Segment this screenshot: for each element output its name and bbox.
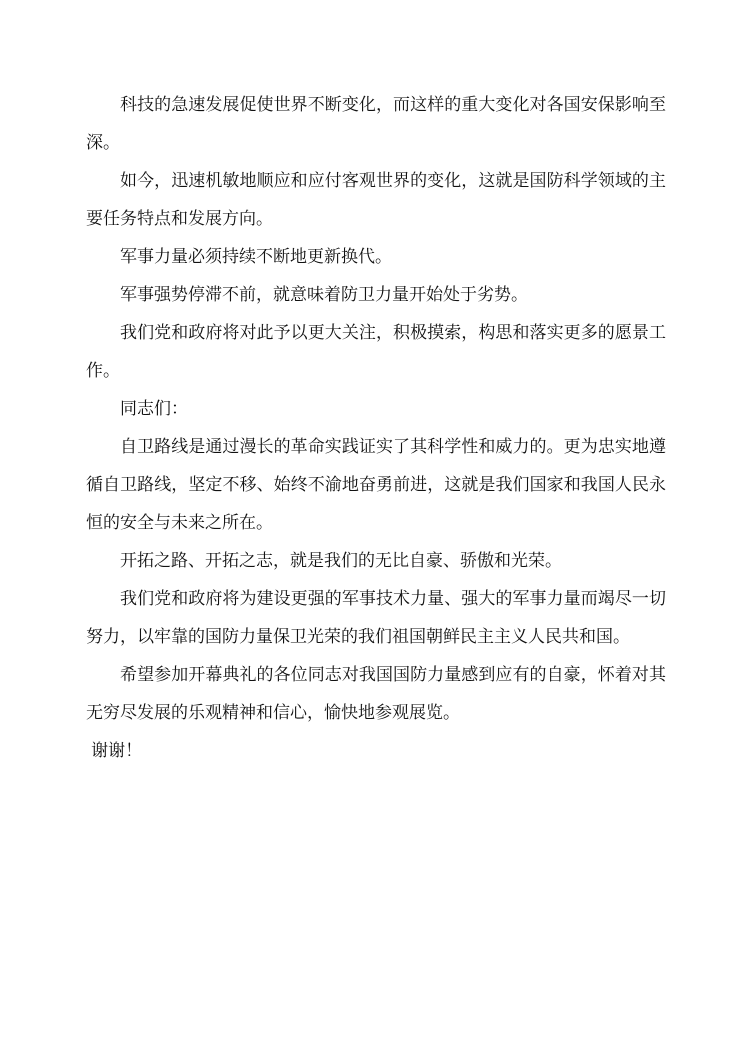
closing-thanks: 谢谢！ xyxy=(91,741,143,761)
paragraph-8: 开拓之路、开拓之志，就是我们的无比自豪、骄傲和光荣。 xyxy=(120,551,562,571)
paragraph-10: 希望参加开幕典礼的各位同志对我国国防力量感到应有的自豪，怀着对其无穷尽发展的乐观精神和信心，愉快地参观展览。 xyxy=(86,665,666,723)
paragraph-7: 自卫路线是通过漫长的革命实践证实了其科学性和威力的。更为忠实地遵循自卫路线，坚定不移、始终不渝地奋勇前进，这就是我们国家和我国人民永恒的安全与未来之所在。 xyxy=(86,437,666,533)
salutation: 同志们： xyxy=(120,399,188,419)
paragraph-9: 我们党和政府将为建设更强的军事技术力量、强大的军事力量而竭尽一切努力，以牢靠的国防力量保卫光荣的我们祖国朝鲜民主主义人民共和国。 xyxy=(86,589,666,647)
paragraph-1: 科技的急速发展促使世界不断变化，而这样的重大变化对各国安保影响至深。 xyxy=(86,95,666,153)
speech-text xyxy=(86,86,666,770)
paragraph-3: 军事力量必须持续不断地更新换代。 xyxy=(120,247,392,267)
paragraph-4: 军事强势停滞不前，就意味着防卫力量开始处于劣势。 xyxy=(120,285,528,305)
paragraph-2: 如今，迅速机敏地顺应和应付客观世界的变化，这就是国防科学领域的主要任务特点和发展方向。 xyxy=(86,171,666,229)
paragraph-5: 我们党和政府将对此予以更大关注，积极摸索，构思和落实更多的愿景工作。 xyxy=(86,323,666,381)
